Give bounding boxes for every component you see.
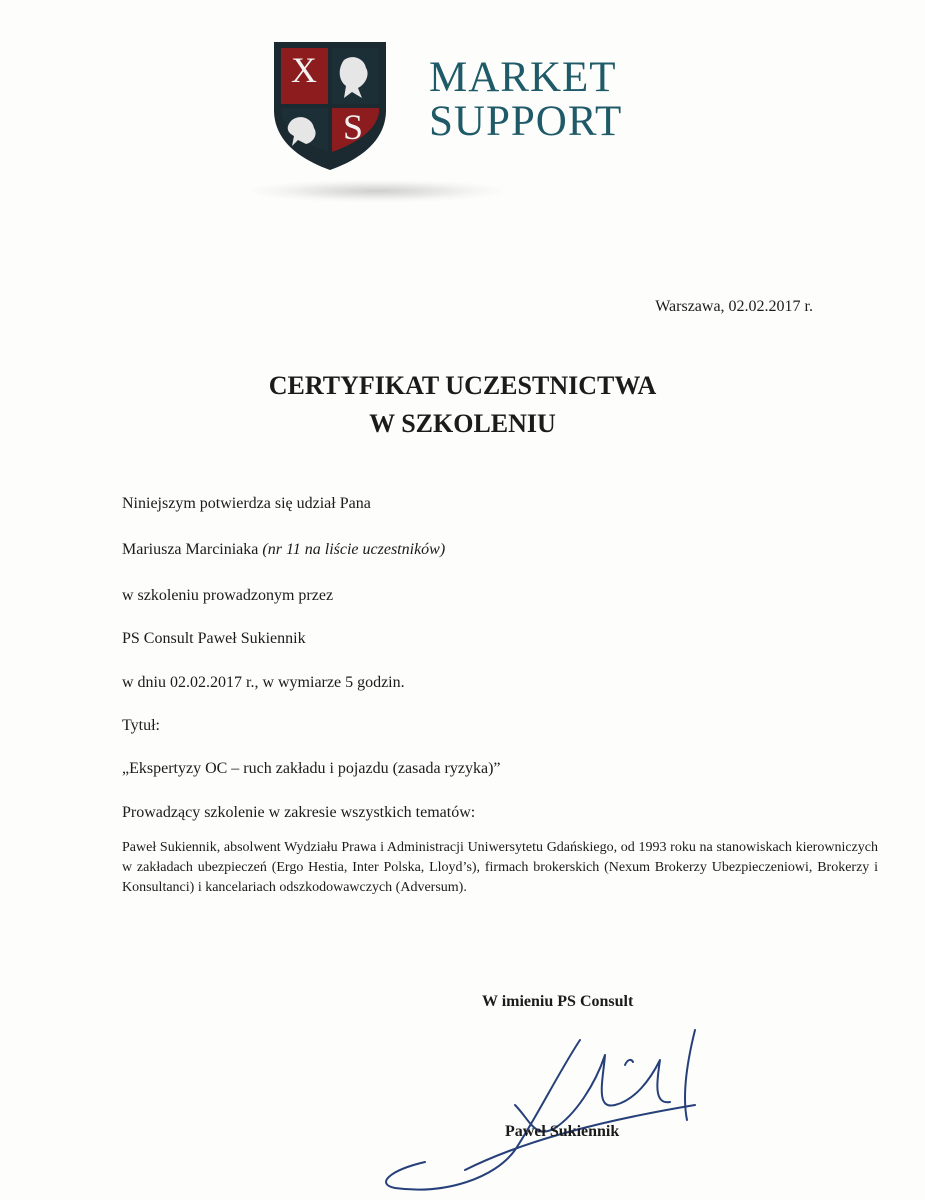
brand-name [429,56,622,144]
shield-icon [272,40,388,172]
company-line: PS Consult Paweł Sukiennik [122,630,306,647]
handwritten-signature [365,1010,765,1200]
participant-name: Mariusza Marciniaka [122,541,259,558]
lecturer-label: Prowadzący szkolenie w zakresie wszystkich tematów: [122,804,476,821]
trained-by-line: w szkoleniu prowadzonym przez [122,587,334,604]
date-line: w dniu 02.02.2017 r., w wymiarze 5 godzin. [122,674,405,691]
market-support-logo [272,40,662,215]
brand-line-1: MARKET [429,54,617,101]
shield-letter-x: X [291,50,317,90]
title-label: Tytuł: [122,717,160,734]
brand-line-2: SUPPORT [429,98,623,145]
shield-letter-s: S [343,107,364,147]
logo-shadow [252,180,502,202]
confirmation-line: Niniejszym potwierdza się udział Pana [122,495,371,512]
lecturer-bio: Paweł Sukiennik, absolwent Wydziału Prawa i Administracji Uniwersytetu Gdańskiego, od 1993 roku na stanowiskach kierowniczych w zakładach ubezpieczeń (Ergo Hestia, Inter Polska, Lloyd’s), firmach brokerskich (Nexum Brokerzy Ubezpieczeniowi, Brokerzy i Konsultanci) i kancelariach odszkodowawczych (Adversum). [122,840,878,895]
title-line-1: CERTYFIKAT UCZESTNICTWA [268,371,657,400]
signature-on-behalf: W imieniu PS Consult [482,993,634,1010]
participant-line [122,541,445,559]
participant-note: (nr 11 na liście uczestników) [262,541,446,558]
place-date: Warszawa, 02.02.2017 r. [655,298,813,315]
certificate-title [0,367,925,443]
title-line-2: W SZKOLENIU [369,409,556,438]
signatory-name: Paweł Sukiennik [505,1123,620,1140]
course-title: „Ekspertyzy OC – ruch zakładu i pojazdu (zasada ryzyka)” [122,760,501,777]
